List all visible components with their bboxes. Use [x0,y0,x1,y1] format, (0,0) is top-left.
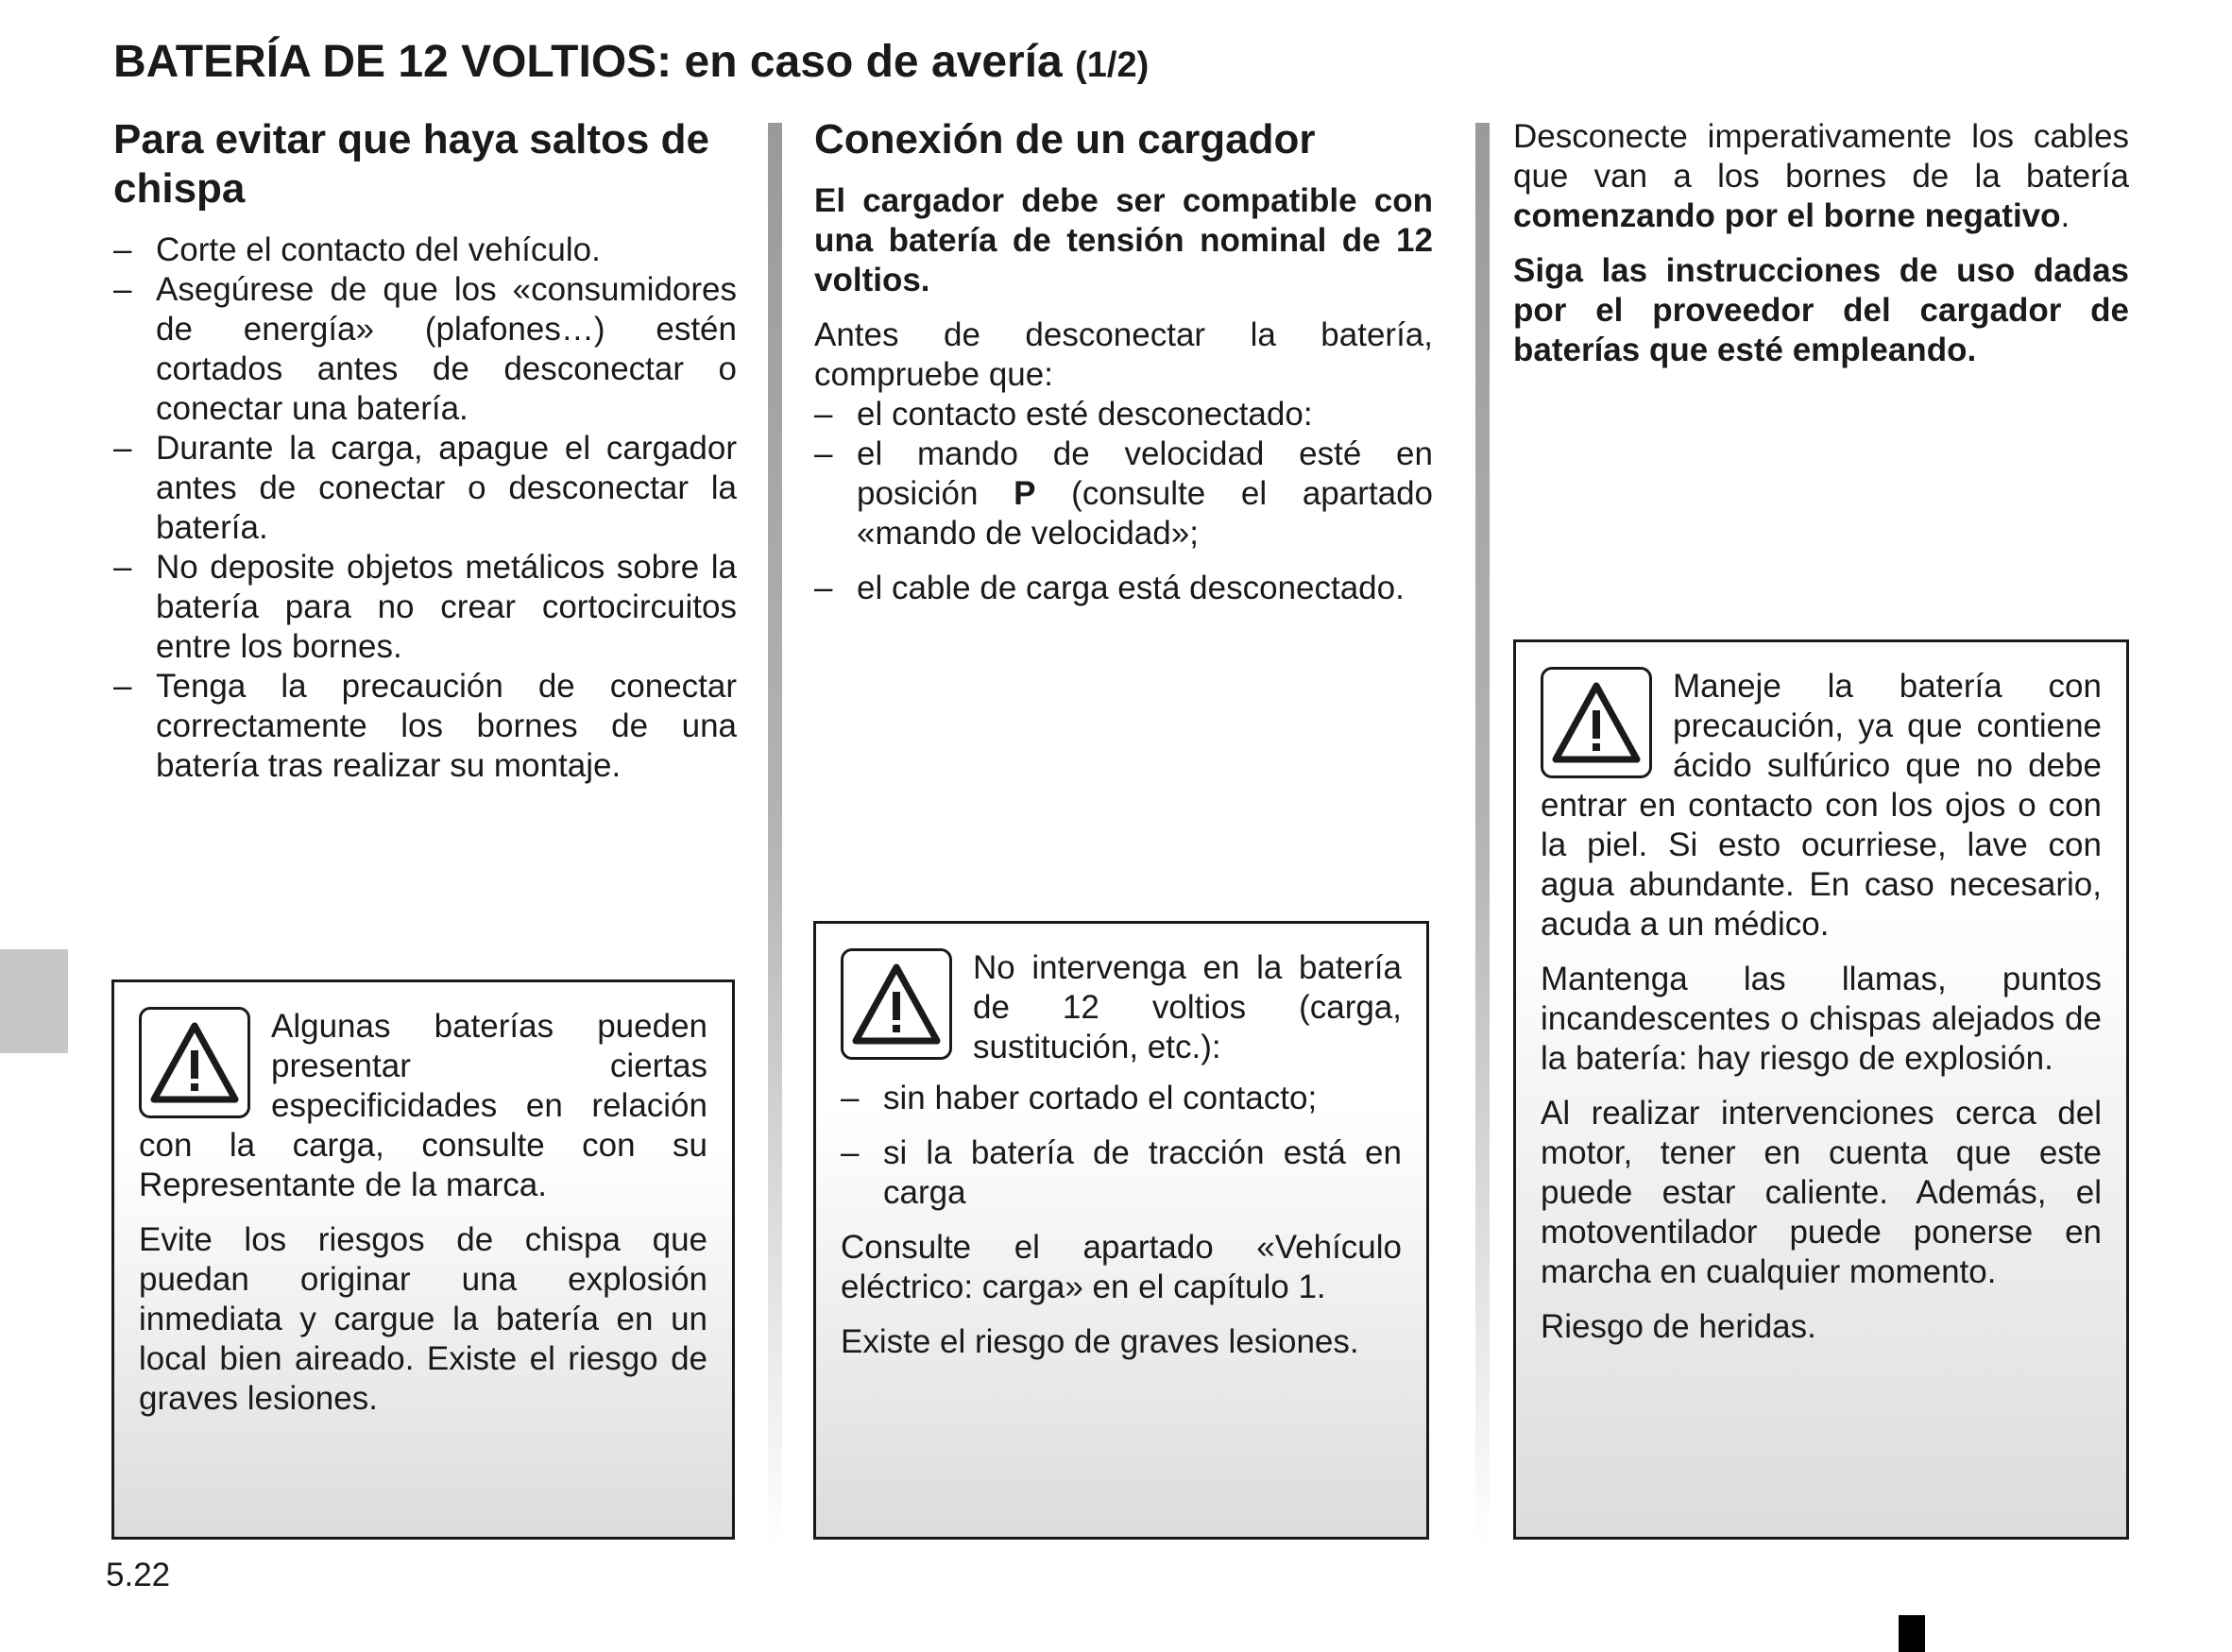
warning-text: Mantenga las llamas, puntos incandescentes o chispas alejados de la batería: hay riesgo de explosión. [1541,961,2102,1077]
charger-checklist [814,395,1433,608]
list-item: – sin haber cortado el contacto; [841,1079,1402,1118]
column-2 [814,115,1433,608]
page-corner-mark [1899,1615,1925,1652]
list-item: – el cable de carga está desconectado. [814,569,1433,608]
warning-box-charging [111,979,735,1540]
section-heading-charger: Conexión de un cargador [814,116,1316,162]
warning-triangle-icon [139,1007,250,1118]
list-item: – el contacto esté desconectado: [814,395,1433,434]
warning-text: Al realizar intervenciones cerca del motor, tener en cuenta que este puede estar caliente. Además, el motoventilador puede ponerse en marcha en cualquier momento. [1541,1095,2102,1290]
column-1 [113,115,737,786]
warning-triangle-icon [1541,667,1652,778]
warning-text: Maneje la batería con precaución, ya que contiene ácido sulfúrico que no debe entrar en contacto con los ojos o con la piel. Si esto ocurriese, lave con agua abundante. En caso necesario, acuda a un médico. [1541,668,2102,943]
column-3 [1513,117,2129,385]
disconnect-instruction: Desconecte imperativamente los cables que van a los bornes de la batería comenzando por el borne negativo. [1513,118,2129,234]
page-title-part: (1/2) [1075,45,1150,85]
list-item: – Tenga la precaución de conectar correctamente los bornes de una batería tras realizar su montaje. [113,667,737,786]
column-divider-1 [768,123,782,1549]
warning-text: No intervenga en la batería de 12 voltios (carga, sustitución, etc.): [973,949,1402,1065]
section-heading-spark: Para evitar que haya saltos de chispa [113,116,709,212]
warning-box-acid [1513,639,2129,1540]
warning-text: Algunas baterías pueden presentar ciertas especificidades en relación con la carga, consulte con su Representante de la marca. [139,1008,707,1203]
page-number: 5.22 [106,1557,171,1593]
list-item: – el mando de velocidad esté en posición P (consulte el apartado «mando de velocidad»; [814,434,1433,554]
list-item: – Asegúrese de que los «consumidores de energía» (plafones…) estén cortados antes de desconectar o conectar una batería. [113,270,737,429]
warning-triangle-icon [841,948,952,1060]
warning-text: Consulte el apartado «Vehículo eléctrico: carga» en el capítulo 1. [841,1229,1402,1305]
warning-conditions-list [841,1079,1402,1213]
warning-box-intervention [813,921,1429,1540]
charger-supplier-note: Siga las instrucciones de uso dadas por el proveedor del cargador de baterías que esté empleando. [1513,252,2129,368]
list-item: – No deposite objetos metálicos sobre la batería para no crear cortocircuitos entre los bornes. [113,548,737,667]
spark-precautions-list [113,230,737,786]
warning-text: Evite los riesgos de chispa que puedan originar una explosión inmediata y cargue la batería en un local bien aireado. Existe el riesgo de graves lesiones. [139,1221,707,1417]
warning-text: Riesgo de heridas. [1541,1308,1816,1345]
page-title: BATERÍA DE 12 VOLTIOS: en caso de avería (1/2) [113,37,1150,87]
list-item: – si la batería de tracción está en carga [841,1133,1402,1213]
list-item: – Corte el contacto del vehículo. [113,230,737,270]
list-item: – Durante la carga, apague el cargador antes de conectar o desconectar la batería. [113,429,737,548]
chapter-tab [0,949,68,1053]
warning-text: Existe el riesgo de graves lesiones. [841,1323,1359,1360]
column-divider-2 [1475,123,1490,1549]
charger-compat-note: El cargador debe ser compatible con una batería de tensión nominal de 12 voltios. [814,182,1433,298]
charger-intro: Antes de desconectar la batería, compruebe que: [814,316,1433,393]
